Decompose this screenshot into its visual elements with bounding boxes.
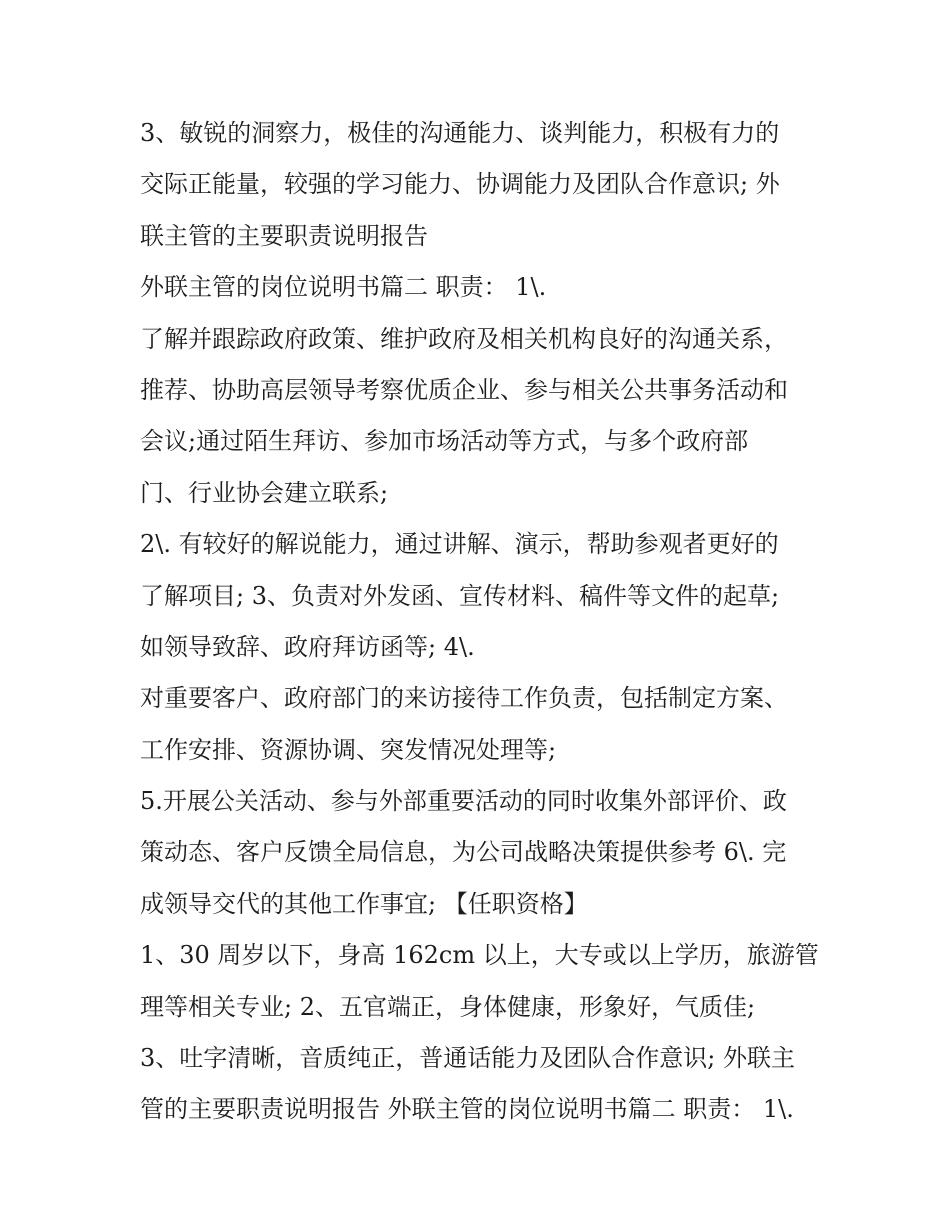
body-text <box>140 108 840 1136</box>
text-line-2: 交际正能量，较强的学习能力、协调能力及团队合作意识; 外 <box>140 170 780 199</box>
text-line-7: 会议;通过陌生拜访、参加市场活动等方式，与多个政府部 <box>140 427 749 456</box>
text-line-16: 成领导交代的其他工作事宜; 【任职资格】 <box>140 889 588 918</box>
text-line-5: 了解并跟踪政府政策、维护政府及相关机构良好的沟通关系， <box>140 324 788 353</box>
text-line-6: 推荐、协助高层领导考察优质企业、参与相关公共事务活动和 <box>140 375 788 404</box>
text-line-8: 门、行业协会建立联系; <box>140 478 389 507</box>
text-line-9: 2\. 有较好的解说能力，通过讲解、演示，帮助参观者更好的 <box>140 530 779 559</box>
text-line-10: 了解项目; 3、负责对外发函、宣传材料、稿件等文件的起草; <box>140 581 780 610</box>
text-line-17: 1、30 周岁以下，身高 162cm 以上，大专或以上学历，旅游管 <box>140 941 819 970</box>
text-line-1: 3、敏锐的洞察力，极佳的沟通能力、谈判能力，积极有力的 <box>140 119 780 147</box>
text-line-11: 如领导致辞、政府拜访函等; 4\. <box>140 632 475 661</box>
text-line-12: 对重要客户、政府部门的来访接待工作负责，包括制定方案、 <box>140 684 788 713</box>
text-line-4: 外联主管的岗位说明书篇二 职责： 1\. <box>140 273 547 302</box>
text-line-18: 理等相关专业; 2、五官端正，身体健康，形象好，气质佳; <box>140 992 756 1021</box>
text-line-15: 策动态、客户反馈全局信息，为公司战略决策提供参考 6\. 完 <box>140 838 787 867</box>
text-line-20: 管的主要职责说明报告 外联主管的岗位说明书篇二 职责： 1\. <box>140 1095 794 1124</box>
text-line-14: 5.开展公关活动、参与外部重要活动的同时收集外部评价、政 <box>140 787 787 816</box>
text-line-13: 工作安排、资源协调、突发情况处理等; <box>140 735 557 764</box>
text-line-3: 联主管的主要职责说明报告 <box>140 221 428 250</box>
text-line-19: 3、吐字清晰，音质纯正，普通话能力及团队合作意识; 外联主 <box>140 1044 795 1073</box>
